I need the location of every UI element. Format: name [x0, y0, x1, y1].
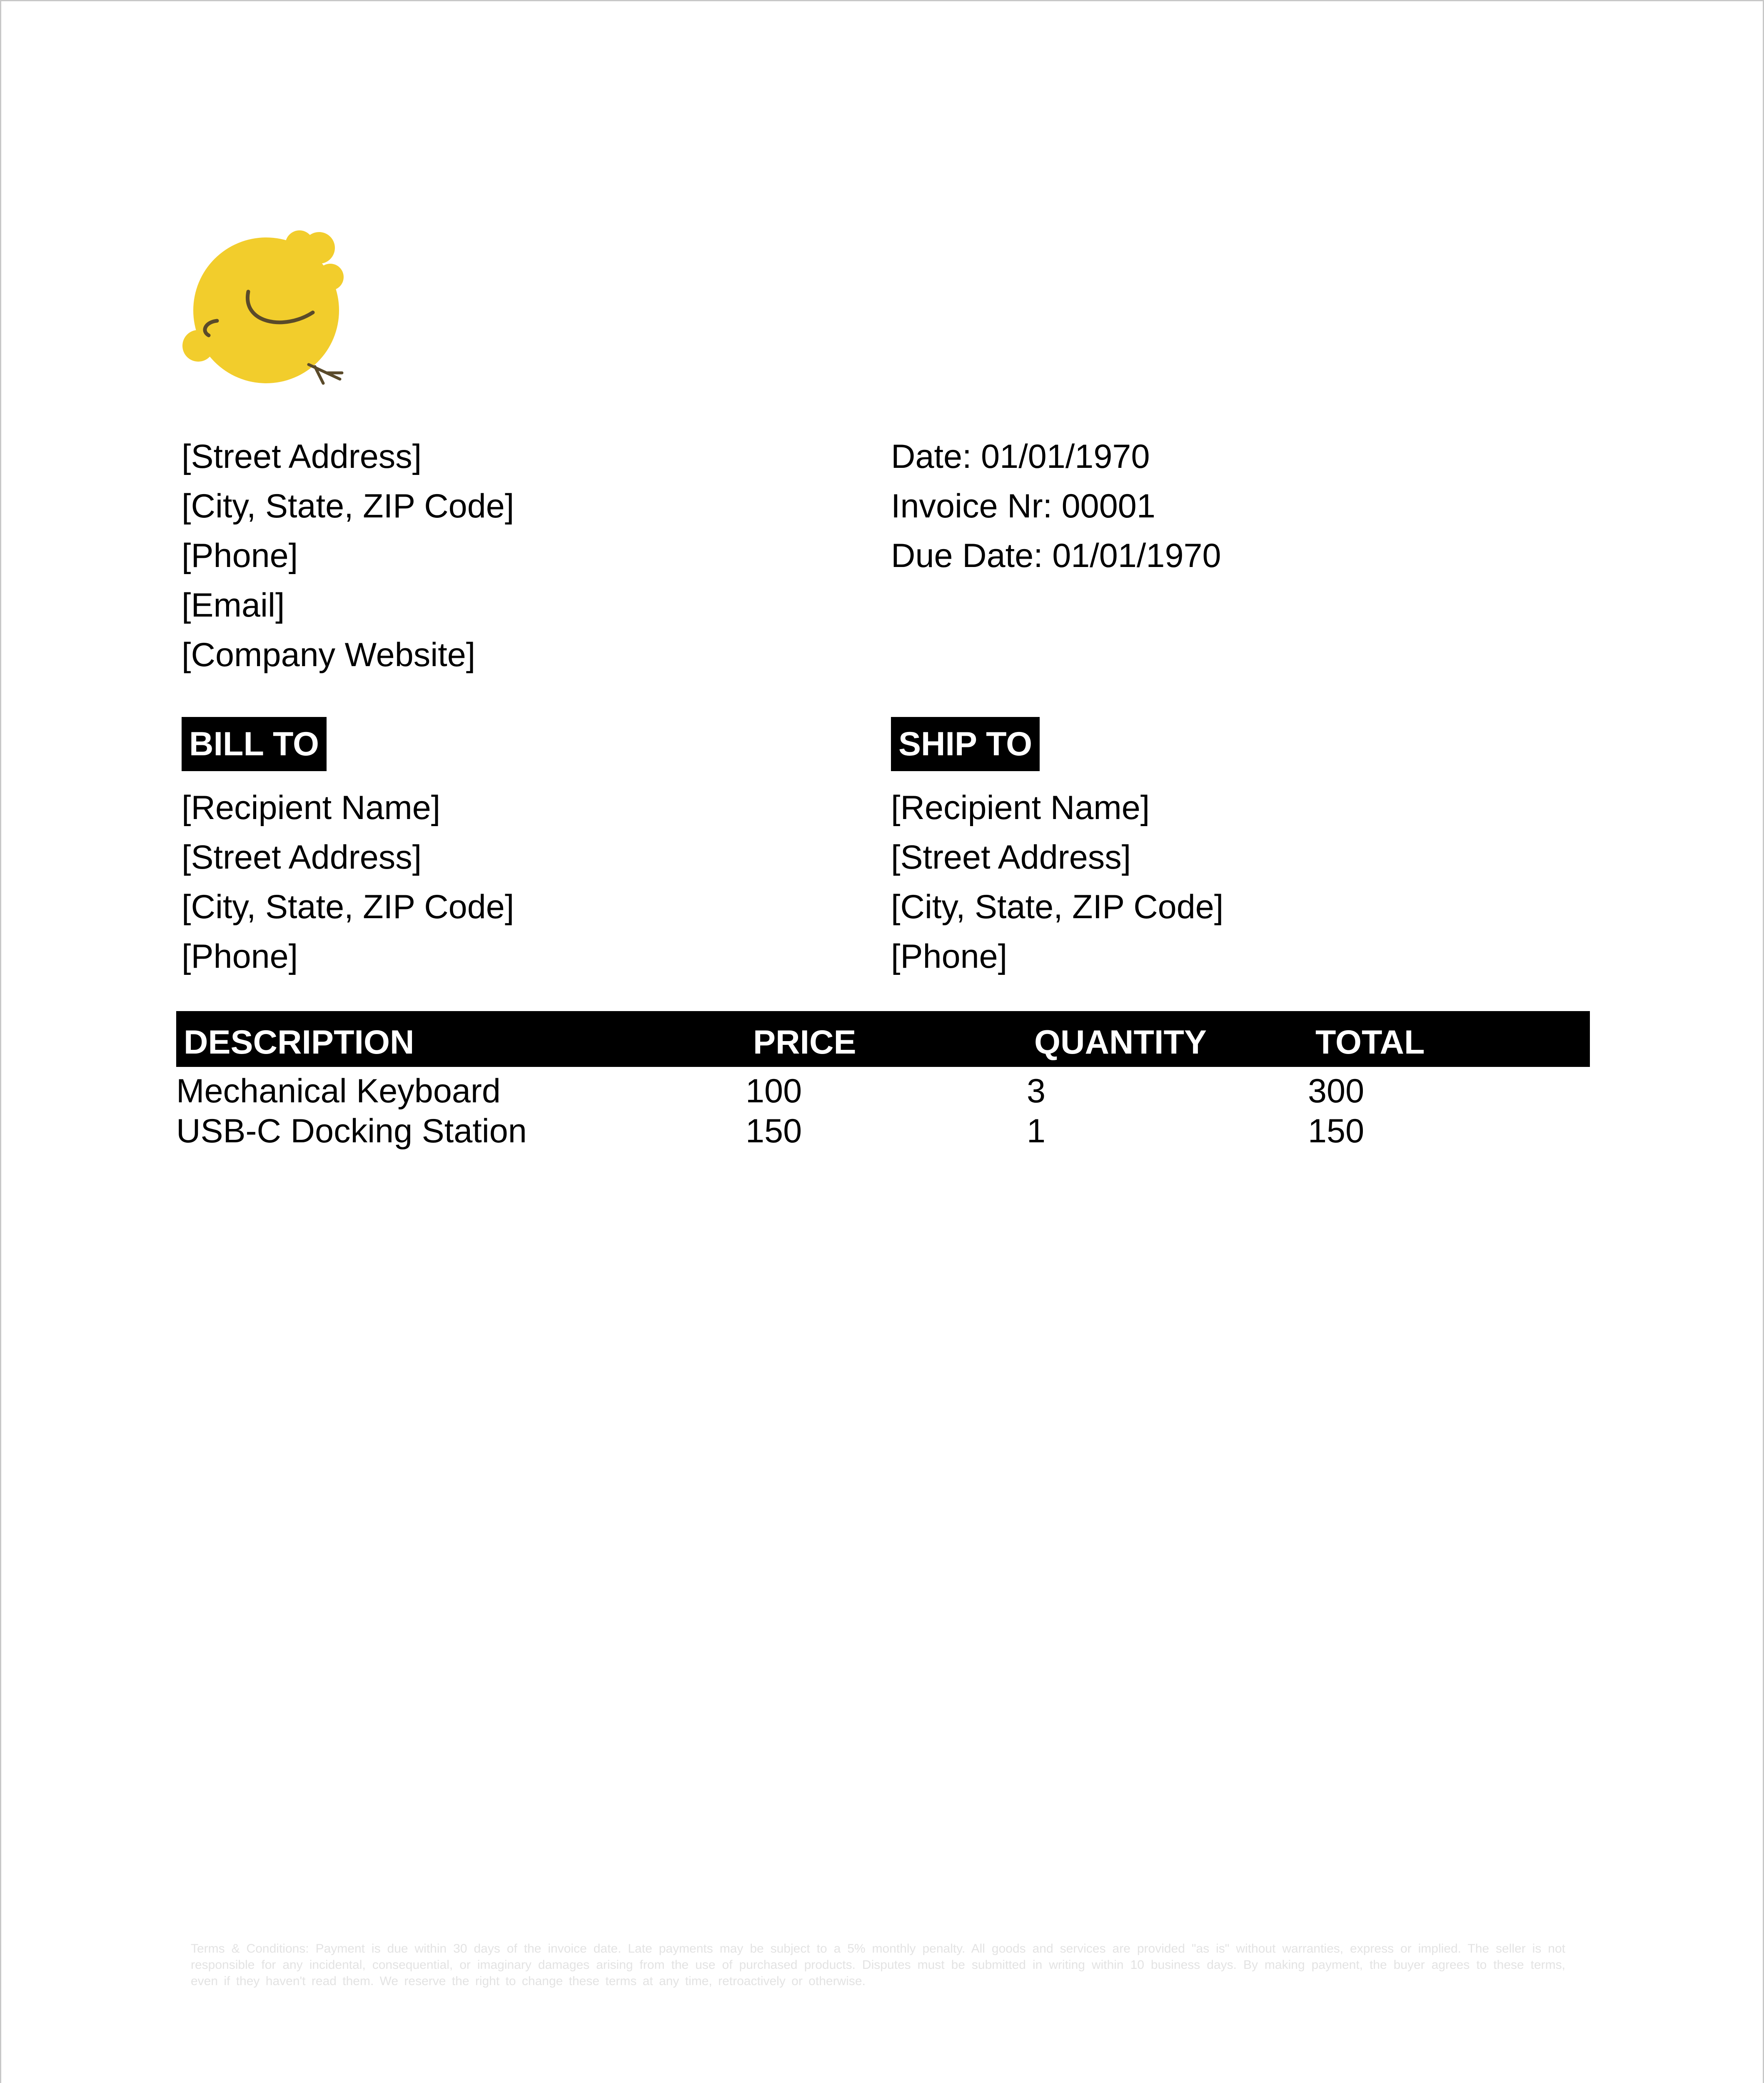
row-price: 150 [746, 1112, 802, 1150]
bill-to-phone: [Phone] [182, 938, 298, 975]
items-table-header [176, 1011, 1590, 1067]
row-price: 100 [746, 1072, 802, 1110]
sender-email: [Email] [182, 587, 285, 624]
row-description: Mechanical Keyboard [176, 1072, 501, 1110]
invoice-meta [891, 432, 1221, 581]
invoice-due-date: Due Date: 01/01/1970 [891, 537, 1221, 574]
sender-address [182, 432, 514, 680]
ship-to-street: [Street Address] [891, 839, 1131, 876]
ship-to-name: [Recipient Name] [891, 789, 1150, 827]
ship-to-address [891, 783, 1223, 982]
header-description: DESCRIPTION [184, 1024, 414, 1061]
header-total: TOTAL [1315, 1024, 1425, 1061]
table-row [176, 1071, 1590, 1111]
bill-to-street: [Street Address] [182, 839, 422, 876]
ship-to-phone: [Phone] [891, 938, 1008, 975]
header-quantity: QUANTITY [1034, 1024, 1207, 1061]
sender-city: [City, State, ZIP Code] [182, 487, 514, 525]
items-table-body [176, 1071, 1590, 1151]
bill-to-name: [Recipient Name] [182, 789, 441, 827]
ship-to-label: SHIP TO [891, 717, 1040, 771]
bill-to-label: BILL TO [182, 717, 327, 771]
sender-website: [Company Website] [182, 636, 476, 674]
yellow-chick-logo-icon [175, 223, 367, 390]
bill-to-address [182, 783, 514, 982]
table-row [176, 1111, 1590, 1151]
invoice-number: Invoice Nr: 00001 [891, 487, 1155, 525]
row-total: 150 [1308, 1112, 1365, 1150]
ship-to-city: [City, State, ZIP Code] [891, 888, 1224, 926]
row-quantity: 3 [1027, 1072, 1046, 1110]
row-total: 300 [1308, 1072, 1365, 1110]
terms-and-conditions: Terms & Conditions: Payment is due within 30 days of the invoice date. Late payments may be subject to a 5% monthly penalty. All goods and services are provided "as is" without warranties, express or implied. The seller is not responsible for any incidental, consequential, or imaginary damages arising from the use of purchased products. Disputes must be submitted in writing within 10 business days. By making payment, the buyer agrees to these terms, even if they haven't read them. We reserve the right to change these terms at any time, retroactively or otherwise. [191, 1942, 1565, 1988]
invoice-date: Date: 01/01/1970 [891, 438, 1150, 475]
header-price: PRICE [753, 1024, 856, 1061]
sender-phone: [Phone] [182, 537, 298, 574]
sender-street: [Street Address] [182, 438, 422, 475]
bill-to-city: [City, State, ZIP Code] [182, 888, 514, 926]
row-description: USB-C Docking Station [176, 1112, 527, 1150]
row-quantity: 1 [1027, 1112, 1046, 1150]
